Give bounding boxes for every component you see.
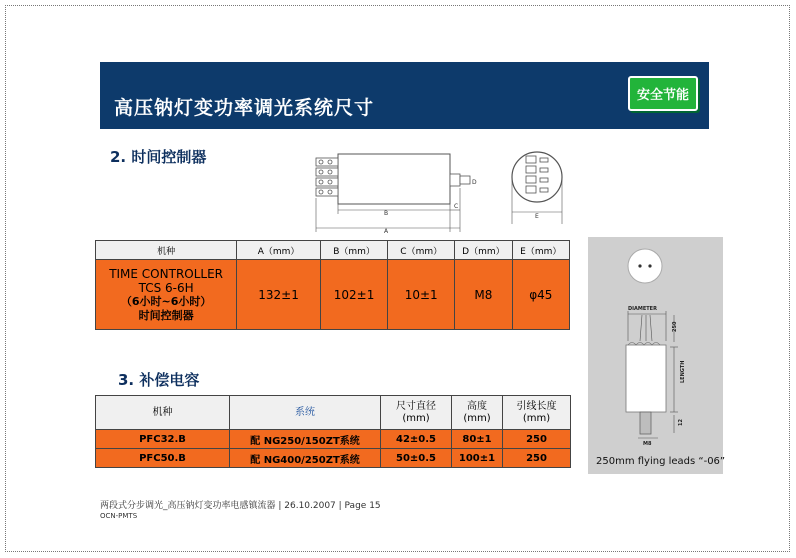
header-d: D（mm） — [455, 241, 512, 260]
header-system: 系统 — [230, 396, 381, 430]
table-row — [96, 260, 570, 330]
table-header-row — [96, 396, 571, 430]
cell-system: 配 NG400/250ZT系统 — [230, 449, 381, 468]
section-heading-timer: 2. 时间控制器 — [110, 148, 207, 166]
length-label: LENGTH — [680, 360, 686, 383]
cell-diameter: 50±0.5 — [381, 449, 452, 468]
footer-text: 两段式分步调光_高压钠灯变功率电感镇流器 | 26.10.2007 | Page 15 — [100, 501, 381, 511]
cell-lead-length: 250 — [503, 449, 571, 468]
model-name: TIME CONTROLLER — [109, 266, 224, 281]
page-title: 高压钠灯变功率调光系统尺寸 — [114, 97, 375, 119]
value-a: 132±1 — [237, 260, 321, 330]
header-e: E（mm） — [512, 241, 569, 260]
dim-d-label: D — [472, 179, 477, 186]
cell-height: 100±1 — [452, 449, 503, 468]
dim-12-label: 12 — [678, 419, 684, 426]
dim-e-label: E — [535, 213, 539, 220]
header-c: C（mm） — [388, 241, 455, 260]
dim-b-label: B — [384, 210, 389, 217]
model-timing: （6小时~6小时） — [120, 294, 212, 308]
cell-lead-length: 250 — [503, 430, 571, 449]
cell-model: PFC32.B — [96, 430, 230, 449]
header-lead-length: 引线长度 (mm) — [503, 396, 571, 430]
header-height: 高度 (mm) — [452, 396, 503, 430]
diameter-label: DIAMETER — [628, 306, 657, 312]
dim-250-label: 250 — [672, 321, 678, 332]
cell-diameter: 42±0.5 — [381, 430, 452, 449]
model-cell — [96, 260, 237, 330]
table-header-row — [96, 241, 570, 260]
table-row — [96, 430, 571, 449]
dim-a-label: A — [384, 228, 389, 235]
header-diameter: 尺寸直径 (mm) — [381, 396, 452, 430]
section-heading-capacitor: 3. 补偿电容 — [118, 371, 200, 389]
model-cn-name: 时间控制器 — [138, 308, 194, 322]
capacitor-caption: 250mm flying leads “-06” — [596, 456, 726, 467]
value-b: 102±1 — [320, 260, 387, 330]
header-model: 机种 — [96, 396, 230, 430]
header-model: 机种 — [96, 241, 237, 260]
timer-end-drawing — [504, 148, 574, 228]
title-banner — [100, 62, 709, 129]
cell-system: 配 NG250/150ZT系统 — [230, 430, 381, 449]
value-e: φ45 — [512, 260, 569, 330]
timer-spec-table — [95, 240, 570, 330]
table-row — [96, 449, 571, 468]
cell-model: PFC50.B — [96, 449, 230, 468]
model-code: TCS 6-6H — [138, 280, 194, 295]
cell-height: 80±1 — [452, 430, 503, 449]
timer-side-drawing — [312, 148, 492, 236]
header-a: A（mm） — [237, 241, 321, 260]
header-b: B（mm） — [320, 241, 387, 260]
footer-code: OCN-PMTS — [100, 512, 138, 520]
dim-c-label: C — [454, 203, 459, 210]
capacitor-spec-table — [95, 395, 571, 468]
safety-badge: 安全节能 — [628, 76, 698, 111]
value-d: M8 — [455, 260, 512, 330]
capacitor-figure — [588, 237, 726, 474]
capacitor-drawing — [588, 237, 723, 452]
thread-label: M8 — [643, 441, 652, 447]
value-c: 10±1 — [388, 260, 455, 330]
